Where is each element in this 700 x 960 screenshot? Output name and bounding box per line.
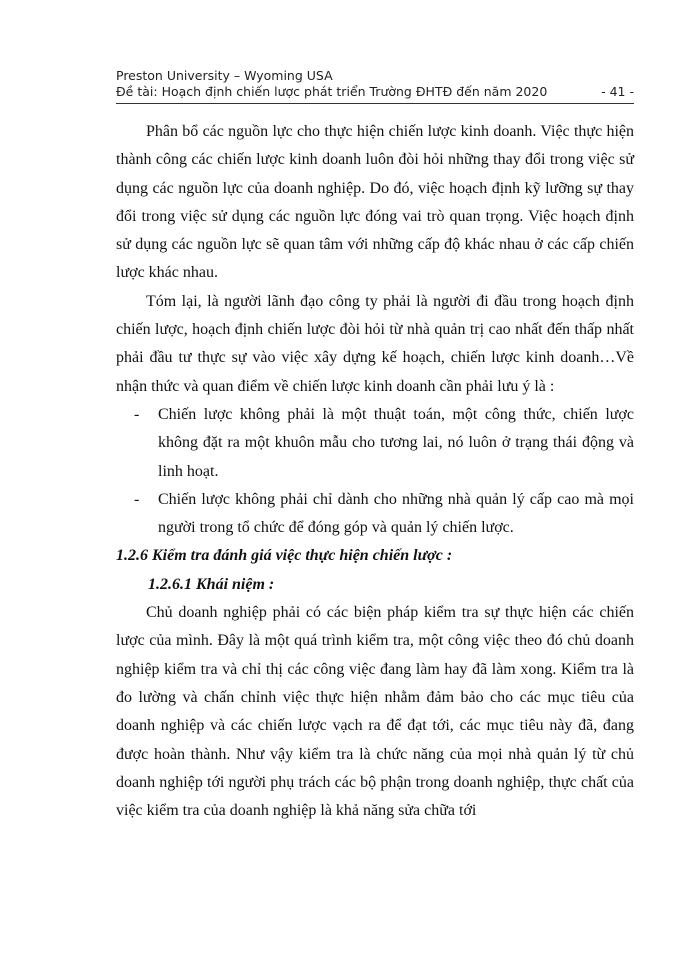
subsection-heading: 1.2.6.1 Khái niệm : <box>148 575 275 593</box>
list-item-text: Chiến lược không phải chỉ dành cho những nhà quản lý cấp cao mà mọi người trong tổ chức để đóng góp và quản lý chiến lược. <box>158 490 634 537</box>
paragraph-definition: Chủ doanh nghiệp phải có các biện pháp kiểm tra sự thực hiện các chiến lược của mình. Đây là một quá trình kiểm tra, một công việc theo đó chủ doanh nghiệp kiểm tra và chỉ thị các công việc đang làm hay đã làm xong. Kiểm tra là đo lường và chấn chỉnh việc thực hiện nhằm đảm bảo cho các mục tiêu của doanh nghiệp và các chiến lược vạch ra để đạt tới, các mục tiêu này đã, đang được hoàn thành. Như vậy kiểm tra là chức năng của mọi nhà quản lý từ chủ doanh nghiệp tới người phụ trách các bộ phận trong doanh nghiệp, thực chất của việc kiểm tra của doanh nghiệp là khả năng sửa chữa tới <box>116 604 634 820</box>
page-header <box>116 68 634 100</box>
header-university: Preston University – Wyoming USA <box>116 68 333 83</box>
list-dash: - <box>134 405 140 423</box>
list-item <box>116 486 634 543</box>
list-item-text: Chiến lược không phải là một thuật toán, một công thức, chiến lược không đặt ra một khuôn mẫu cho tương lai, nó luôn ở trạng thái động và linh hoạt. <box>158 405 634 480</box>
list-dash: - <box>134 490 140 508</box>
header-line-2 <box>116 84 634 100</box>
paragraph-summary: Tóm lại, là người lãnh đạo công ty phải là người đi đầu trong hoạch định chiến lược, hoạch định chiến lược đòi hỏi từ nhà quản trị cao nhất đến thấp nhất phải đầu tư thực sự vào việc xây dựng kế hoạch, chiến lược kinh doanh…Về nhận thức và quan điểm về chiến lược kinh doanh cần phải lưu ý là : <box>116 292 634 395</box>
list-item <box>116 401 634 486</box>
page-number: - 41 - <box>601 84 634 99</box>
header-topic: Đề tài: Hoạch định chiến lược phát triển Trường ĐHTĐ đến năm 2020 <box>116 84 548 99</box>
section-heading: 1.2.6 Kiểm tra đánh giá việc thực hiện chiến lược : <box>116 547 453 565</box>
paragraph-resource-allocation: Phân bổ các nguồn lực cho thực hiện chiến lược kinh doanh. Việc thực hiện thành công các chiến lược kinh doanh luôn đòi hỏi những thay đổi trong việc sử dụng các nguồn lực của doanh nghiệp. Do đó, việc hoạch định kỹ lưỡng sự thay đổi trong việc sử dụng các nguồn lực đóng vai trò quan trọng. Việc hoạch định sử dụng các nguồn lực sẽ quan tâm với những cấp độ khác nhau ở các cấp chiến lược khác nhau. <box>116 123 634 282</box>
header-rule <box>116 103 634 104</box>
document-body <box>116 118 634 825</box>
